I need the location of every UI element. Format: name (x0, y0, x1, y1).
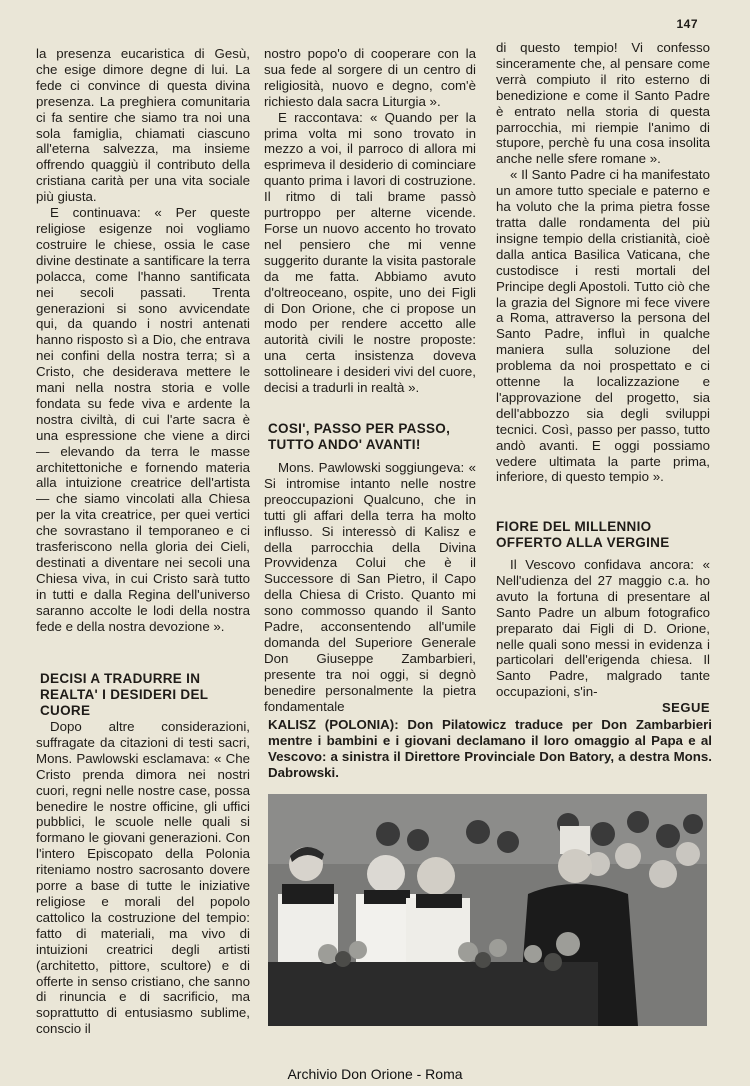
paragraph: E continuava: « Per queste religiose esigenze noi vogliamo costruire le chiese, ossia le case divine destinate a santificare la terra polacca, come l'hanno santificata nei secoli passati. Trenta generazioni si sono avvicendate qui, da quando i nostri antenati hanno risposto sì a Dio, che entrava nei confini della nostra terra; sì a Cristo, che desiderava mettere le mani nella nostra storia e volle fondata su fede viva e ardente la nostra civiltà, di cui l'arte sacra è una espressione che viene a dirci — elevando da terra le masse architettoniche e fornendo materia alla intuizione creatrice dell'artista — che siamo vincolati alla Chiesa per la vita creatrice, per quei vertici che sovrastano il temporaneo e ci trasferiscono nella gloria dei Cieli, destinati a diventare nei secoli una Chiesa viva, in cui Cristo sarà tutto in tutti e dalla Regina dell'universo saranno accolte le lodi della nostra fede e della nostra devozione ». (36, 205, 250, 634)
article-column-2-continued (264, 460, 476, 715)
paragraph: Il Vescovo confidava ancora: « Nell'udienza del 27 maggio c.a. ho avuto la fortuna di presentare al Santo Padre un album fotografico preparato dai Figli di D. Orione, nelle quali sono messi in evidenza i particolari dell'erigenda chiesa. Il Santo Padre, malgrado tante occupazioni, s'in- (496, 557, 710, 700)
article-column-3 (496, 40, 710, 485)
section-heading-cosi: COSI', PASSO PER PASSO, TUTTO ANDO' AVANTI! (268, 421, 451, 452)
article-column-1-continued (36, 719, 250, 1037)
paragraph: nostro popo'o di cooperare con la sua fede al sorgere di un centro di religiosità, nuovo e degno, com'è richiesto dala sacra Liturgia ». (264, 46, 476, 109)
article-column-1 (36, 46, 250, 635)
paragraph: Mons. Pawlowski soggiungeva: « Si intromise intanto nelle nostre preoccupazioni Qualcuno, che in tutti gli affari della terra ha molto influsso. Si interessò di Kalisz e della parrocchia della Divina Provvidenza Colui che è il Successore di San Pietro, il Capo della Chiesa di Cristo. Quanto mi sono commosso quando il Santo Padre, acconsentendo all'umile domanda del Superiore Generale Don Giuseppe Zambarbieri, presente tra noi oggi, si degnò benedire personalmente la pietra fondamentale (264, 460, 476, 714)
paragraph: di questo tempio! Vi confesso sinceramente che, al pensare come verrà compiuto il rito esterno di benedizione e come il Santo Padre è entrato nella storia di questa parrocchia, mi riempie l'animo di stupore, perchè fu una cosa insolita anche nelle sfere romane ». (496, 40, 710, 167)
article-column-2 (264, 46, 476, 396)
photo-kalisz-ceremony (268, 794, 707, 1026)
paragraph: Dopo altre considerazioni, suffragate da citazioni di testi sacri, Mons. Pawlowski esclamava: « Che Cristo prenda dimora nei nostri cuori, regni nelle nostre case, possa benedire le nostre officine, gli uffici pubblici, le scuole nelle quali si formano le giovani generazioni. Con l'intero Episcopato della Polonia riteniamo nostro sacrosanto dovere porre a base di tutte le iniziative religiose e morali del popolo cattolico la costruzione del tempio: fatto di materiali, ma vivo di intuizioni creatrici degli artisti (architetto, pittore, scultore) e di offerte in senso cristiano, che sanno di rinuncia e di sacrificio, ma soprattutto di entusiasmo sublime, conscio il (36, 719, 250, 1037)
section-heading-fiore: FIORE DEL MILLENNIO OFFERTO ALLA VERGINE (496, 519, 670, 550)
article-column-3-continued (496, 557, 710, 716)
paragraph: « Il Santo Padre ci ha manifestato un amore tutto speciale e paterno e ha voluto che la prima pietra fosse tratta dalle rondamenta del più insigne tempio della cristianità, cioè dalla antica Basilica Vaticana, che custodisce i resti mortali del Principe degli Apostoli. Tutto ciò che la grazia del Signore mi fece vivere a Roma, attraverso la persona del Santo Padre, influì in qualche maniera sulla soluzione del problema da noi prospettato e ci ottenne la localizzazione e l'approvazione del progetto, sia dell'abbozzo sia degli sviluppi tecnici. Così, passo per passo, tutto andò avanti. E oggi possiamo vedere ultimata la parte prima, inferiore, di questo tempio ». (496, 167, 710, 485)
page-number: 147 (676, 17, 698, 31)
photo-caption: KALISZ (POLONIA): Don Pilatowicz traduce per Don Zambarbieri mentre i bambini e i giovani declamano il loro omaggio al Papa e al Vescovo: a sinistra il Direttore Provinciale Don Batory, a destra Mons. Dabrowski. (268, 717, 712, 780)
archive-footer: Archivio Don Orione - Roma (287, 1066, 463, 1082)
paragraph: E raccontava: « Quando per la prima volta mi sono trovato in mezzo a voi, il parroco di allora mi esprimeva il desiderio di cominciare quanto prima i lavori di costruzione. Il ritmo di tali brame passò purtroppo per alterne vicende. Forse un nuovo accento ho trovato nel pensiero che mi venne suggerito durante la visita pastorale da me fatta. Abbiamo avuto d'oltreoceano, ospite, uno dei Figli di Don Orione, che ci propose un modo per rendere accetto alle autorità civili le nostre proposte: una certa insistenza doveva sottolineare i desideri vivi del cuore, decisi a tradurli in realtà ». (264, 109, 476, 396)
paragraph: la presenza eucaristica di Gesù, che esige dimore degne di lui. La fede ci convince di questa divina presenza. La preghiera comunitaria ci fa sentire che siamo tra noi una sola famiglia, chiamati ciascuno all'eterna salvezza, ma insieme offrendo quaggiù il contributo della cristiana carità per una vita sociale più giusta. (36, 46, 250, 205)
section-heading-decisi: DECISI A TRADURRE IN REALTA' I DESIDERI DEL CUORE (40, 671, 209, 718)
continued-marker: SEGUE (661, 700, 710, 716)
